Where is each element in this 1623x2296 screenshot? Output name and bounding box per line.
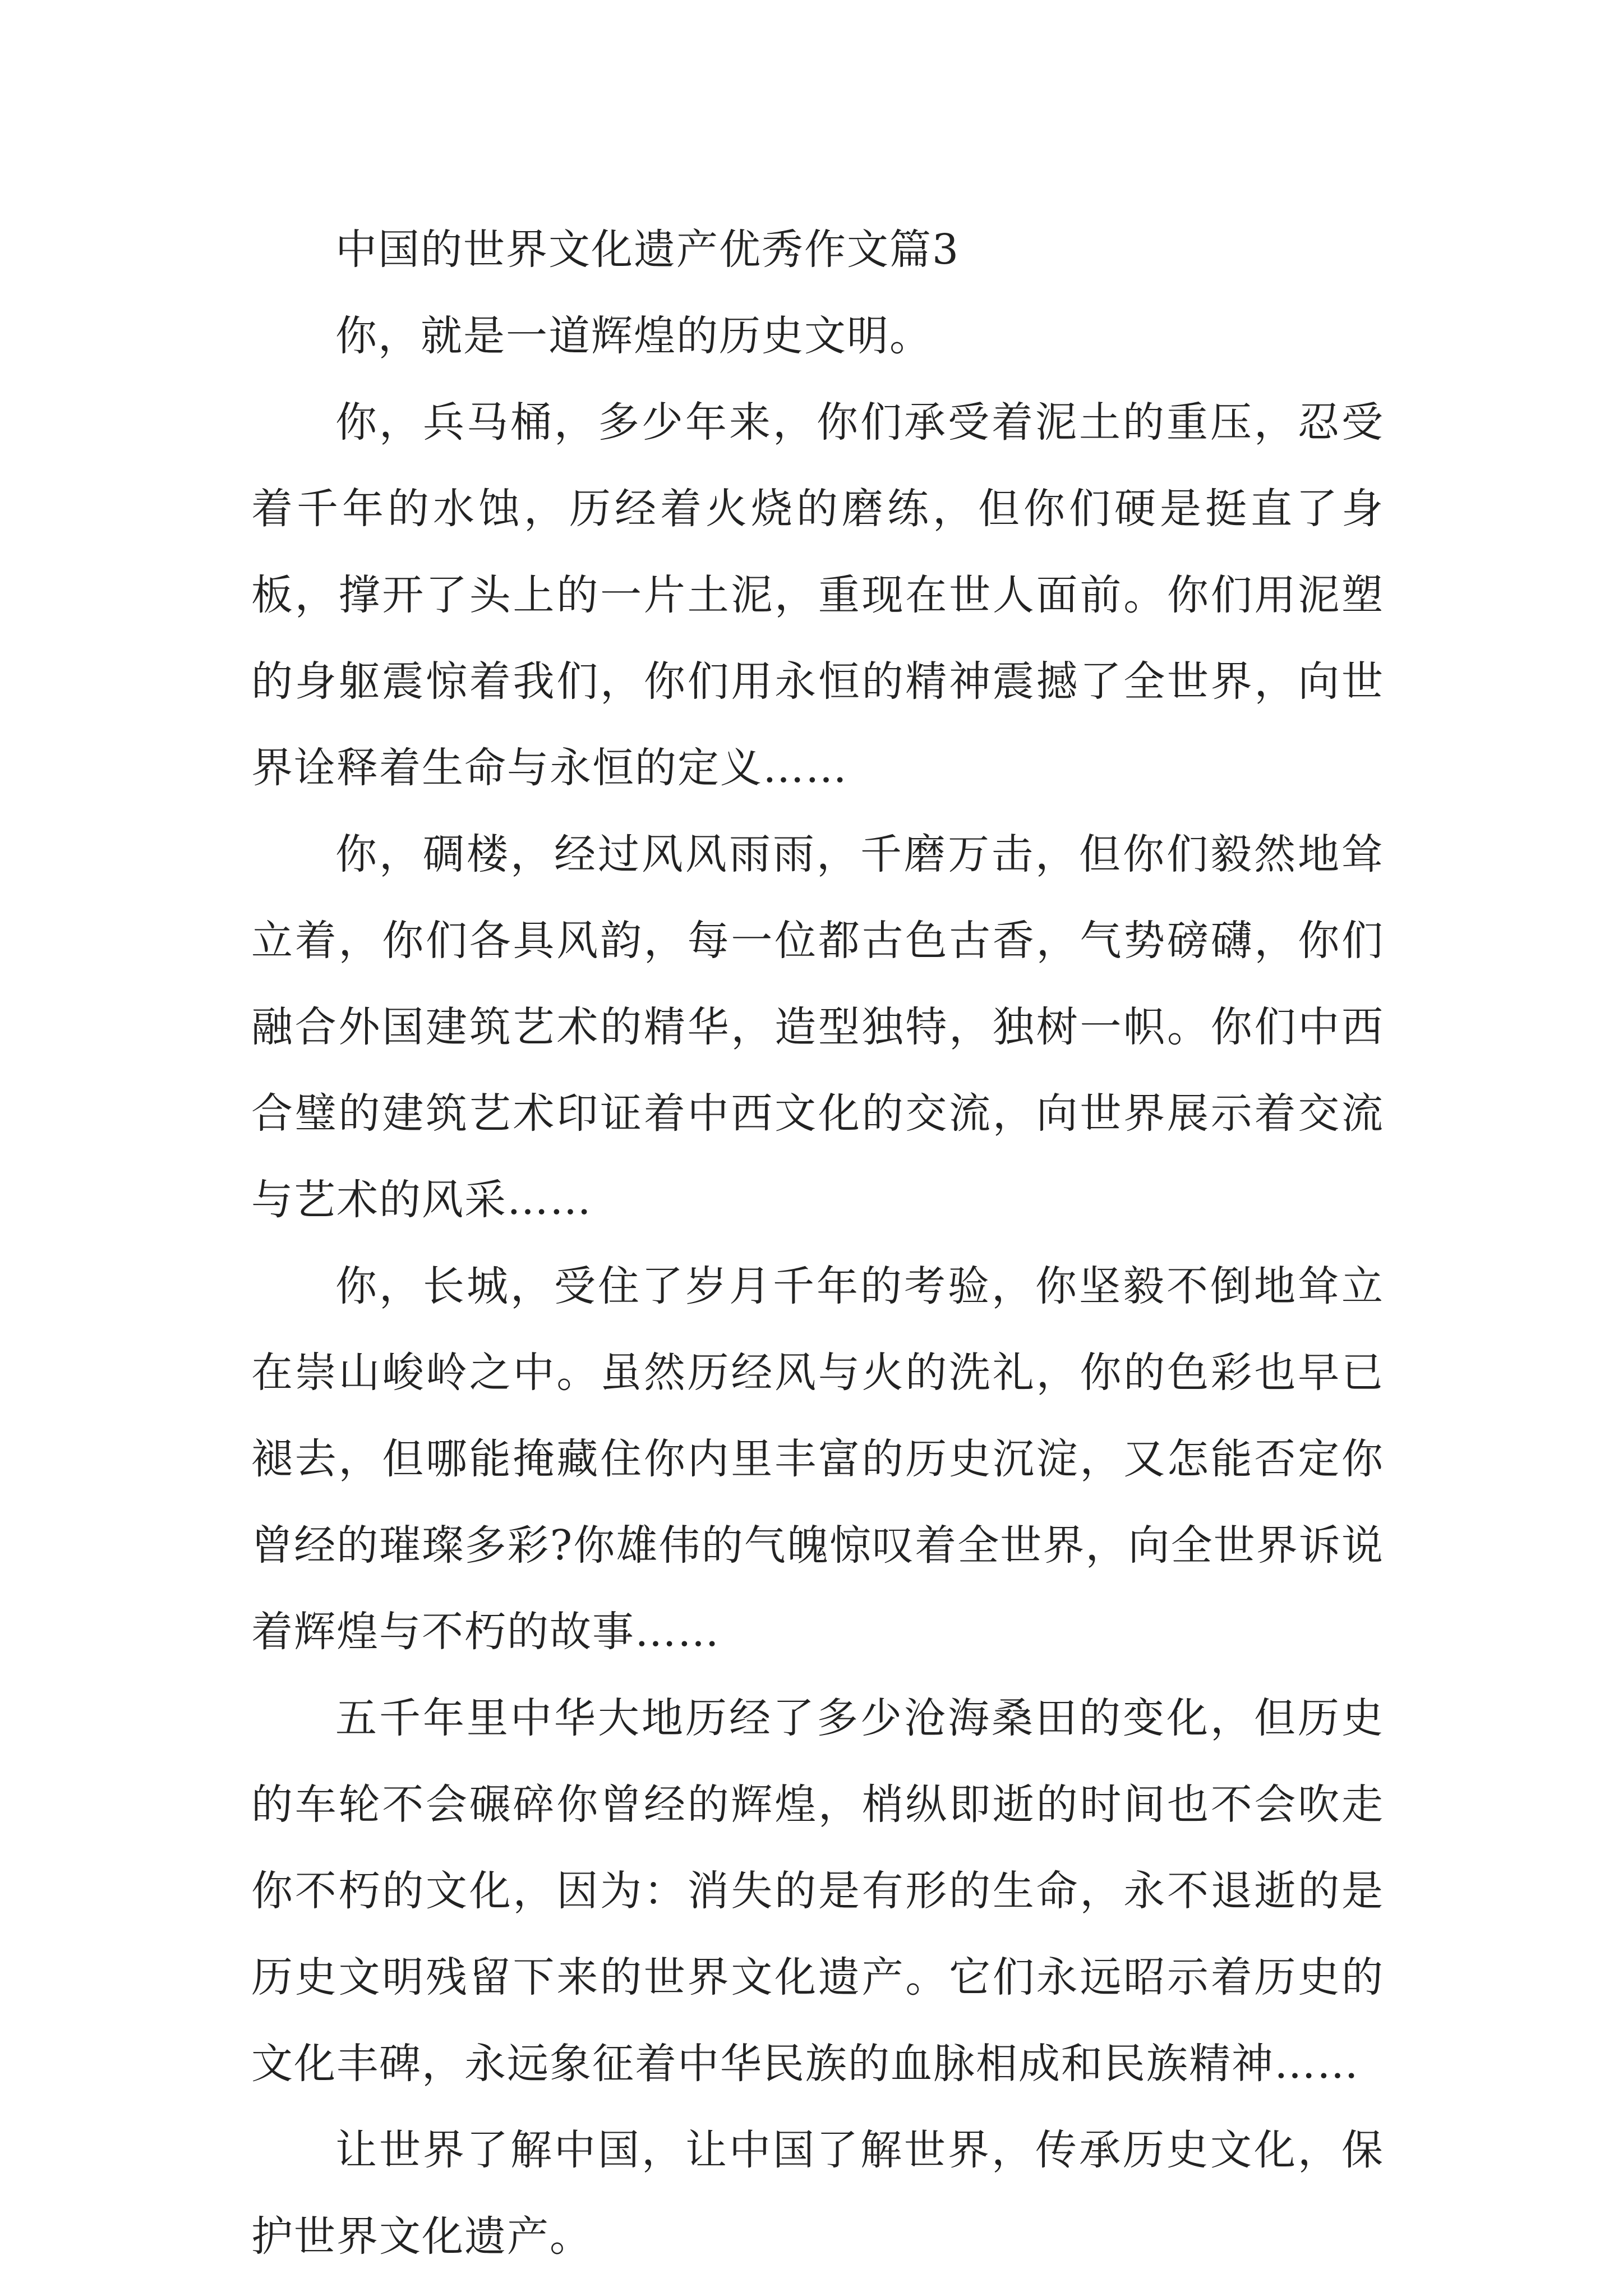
paragraph-great-wall: 你，长城，受住了岁月千年的考验，你坚毅不倒地耸立在崇山峻岭之中。虽然历经风与火的洗礼，你的色彩也早已褪去，但哪能掩藏住你内里丰富的历史沉淀，又怎能否定你曾经的璀璨多彩?你雄伟的气魄惊叹着全世界，向全世界诉说着辉煌与不朽的故事…… — [251, 1262, 1384, 1656]
paragraph-conclusion: 让世界了解中国，让中国了解世界，传承历史文化，保护世界文化遗产。 — [251, 2126, 1384, 2261]
paragraph-intro: 你，就是一道辉煌的历史文明。 — [335, 312, 932, 360]
document-body — [251, 206, 1384, 2280]
paragraph-diaolou: 你，碉楼，经过风风雨雨，千磨万击，但你们毅然地耸立着，你们各具风韵，每一位都古色古香，气势磅礴，你们融合外国建筑艺术的精华，造型独特，独树一帜。你们中西合璧的建筑艺术印证着中西文化的交流，向世界展示着交流与艺术的风采…… — [251, 830, 1384, 1224]
document-title: 中国的世界文化遗产优秀作文篇3 — [335, 226, 960, 274]
paragraph-terracotta: 你，兵马桶，多少年来，你们承受着泥土的重压，忍受着千年的水蚀，历经着火烧的磨练，但你们硬是挺直了身板，撑开了头上的一片土泥，重现在世人面前。你们用泥塑的身躯震惊着我们，你们用永恒的精神震撼了全世界，向世界诠释着生命与永恒的定义…… — [251, 398, 1384, 792]
paragraph-history: 五千年里中华大地历经了多少沧海桑田的变化，但历史的车轮不会碾碎你曾经的辉煌，梢纵即逝的时间也不会吹走你不朽的文化，因为：消失的是有形的生命，永不退逝的是历史文明残留下来的世界文化遗产。它们永远昭示着历史的文化丰碑，永远象征着中华民族的血脉相成和民族精神…… — [251, 1694, 1384, 2088]
